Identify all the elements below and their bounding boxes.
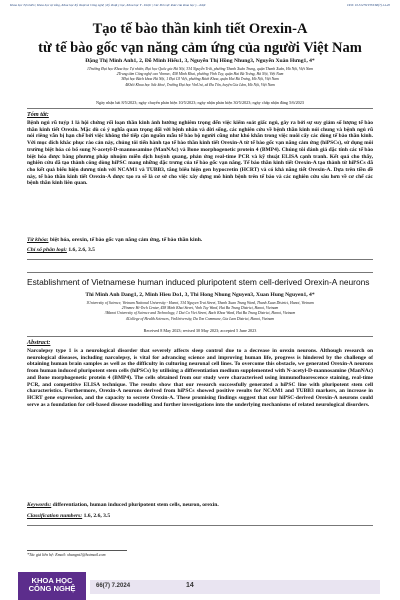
divider [27, 525, 373, 526]
page-number: 14 [186, 582, 194, 589]
english-title: Establishment of Vietnamese human induced pluripotent stem cell-derived Orexin-A neurons [27, 277, 370, 287]
english-classification-value: 1.6, 2.6, 3.5 [83, 513, 111, 519]
divider [27, 272, 373, 273]
divider [27, 259, 373, 260]
vietnamese-title [20, 20, 380, 58]
vietnamese-keywords-label: Từ khóa: [27, 237, 49, 243]
vietnamese-received-dates: Ngày nhận bài 8/5/2023; ngày chuyển phản biện 10/5/2023; ngày nhận phản biện 30/5/2023; ngày chấp nhận đăng 5/6/2023 [96, 100, 304, 105]
running-header-fields: Khoa học Tự nhiên | Khoa học sự sống, Khoa học Kỹ thuật và Công nghệ | Kỹ thuật y học, Khoa học Y - Dược | Các lĩnh vực khác của khoa học y - dược [10, 3, 206, 7]
vietnamese-abstract: Bệnh ngủ rũ tuýp 1 là hội chứng rối loạn thần kinh ảnh hưởng nghiêm trọng đến việc kiểm soát giấc ngủ, gây ra bởi sự suy giảm số lượng tế bào thần kinh tiết Orexin. Mặc dù có ý nghĩa quan trọng đối với bệnh nhân và đời sống, các nghiên cứu về bệnh thần kinh nói chung và bệnh ngủ rũ nói riêng vẫn bị hạn chế bởi việc không thể tiếp cận nguồn mẫu tế bào bộ người cũng như khó khăn trong việc nuôi cấy các dòng tế bào thần kinh. Với mục đích khắc phục rào cản này, chúng tôi tiến hành tạo tế bào thần kinh tiết Orexin-A từ tế bào gốc vạn năng cảm ứng (hiPSCs), sử dụng môi trường biệt hóa có bổ sung N-acetyl-D-mannosamine (ManNAc) và Bone morphogenetic protein 4 (BMP4). Chúng tôi đánh giá đặc tính các tế bào biệt hóa được bằng phương pháp nhuộm miễn dịch huỳnh quang, phản ứng real-time PCR và kỹ thuật ELISA cạnh tranh. Kết quả cho thấy, nghiên cứu đã tạo thành công dòng hiPSC mang những đặc trưng của tế bào gốc vạn năng. Tế bào thần kinh tiết Orexin-A tạo thành từ hiPSCs đã cho kết quả biểu hiện dương tính với NCAM1 và TUBB3, tăng biểu hiện gen hypocretin (HCRT) và có khả năng tiết Orexin-A. Dựa trên tiền đề này, tế bào thần kinh tiết Orexin-A được tạo ra sẽ là cơ sở cho việc xây dựng mô hình bệnh trên tế bào và các nghiên cứu sâu hơn về cơ chế các bệnh thần kinh liên quan. [27, 120, 373, 187]
english-keywords-label: Keywords: [27, 502, 52, 508]
divider [27, 336, 373, 337]
doi-link[interactable]: DOI: 10.31276/VJST.66(7).14-20 [347, 3, 390, 7]
vietnamese-authors: Đặng Thị Minh Anh1, 2, Đỗ Minh Hiếu1, 3, Nguyễn Thị Hồng Nhung3, Nguyễn Xuân Hưng1, 4* [85, 58, 315, 64]
footer-bar [90, 580, 380, 594]
affiliation-1: 1University of Science, Vietnam National University - Hanoi, 334 Nguyen Trai Street, Thanh Xuan Trung Ward, Thanh Xuan District, Hanoi, Vietnam [86, 301, 314, 305]
affiliation-3: 3Hanoi University of Science and Technology, 1 Dai Co Viet Street, Bach Khoa Ward, Hai Ba Trung District, Hanoi, Vietnam [104, 311, 296, 316]
issue-label: 66(7) 7.2024 [96, 583, 131, 589]
english-classification-label: Classification numbers: [27, 513, 83, 519]
english-classification [27, 513, 373, 520]
english-affiliations [20, 301, 380, 322]
vietnamese-classification [27, 247, 373, 254]
affiliation-1: 1Trường Đại học Khoa học Tự nhiên, Đại học Quốc gia Hà Nội, 334 Nguyễn Trãi, phường Thanh Xuân Trung, quận Thanh Xuân, Hà Nội, Việt Nam [87, 67, 313, 71]
logo-line-1: KHOA HỌC [31, 576, 73, 585]
english-title-box [27, 275, 373, 289]
affiliation-2: 2Trung tâm Công nghệ cao Vinmec, 458 Minh Khai, phường Vĩnh Tuy, quận Hai Bà Trưng, Hà Nội, Việt Nam [116, 72, 284, 77]
divider [27, 108, 373, 109]
vietnamese-affiliations [20, 67, 380, 88]
running-header [10, 3, 390, 11]
vietnamese-keywords-value: biệt hóa, orexin, tế bào gốc vạn năng cảm ứng, tế bào thần kinh. [49, 237, 203, 243]
affiliation-4: 4College of Health Sciences, VinUniversity, Da Ton Commune, Gia Lam District, Hanoi, Vietnam [125, 316, 275, 321]
journal-logo [18, 572, 86, 600]
page-footer [0, 568, 400, 600]
vietnamese-classification-label: Chỉ số phân loại: [27, 247, 67, 253]
english-received-dates: Received 8 May 2023; revised 30 May 2023; accepted 5 June 2023 [143, 328, 257, 333]
logo-line-2: CÔNG NGHỆ [28, 584, 76, 593]
vietnamese-keywords [27, 237, 373, 244]
english-authors: Thi Minh Anh Dang1, 2, Minh Hieu Do1, 3, Thi Hong Nhung Nguyen3, Xuan Hung Nguyen1, 4* [85, 292, 315, 298]
affiliation-3: 3Đại học Bách khoa Hà Nội, 1 Đại Cồ Việt, phường Bách Khoa, quận Hai Bà Trưng, Hà Nội, Việt Nam [121, 77, 279, 82]
english-keywords-value: differentiation, human induced pluripotent stem cells, neuron, orexin. [52, 502, 219, 508]
vietnamese-title-line-2: từ tế bào gốc vạn năng cảm ứng của người Việt Nam [38, 40, 362, 56]
vietnamese-title-line-1: Tạo tế bào thần kinh tiết Orexin-A [92, 21, 308, 37]
vietnamese-abstract-label: Tóm tắt: [27, 111, 49, 118]
affiliation-4: 4Khối Khoa học Sức khoẻ, Trường Đại học VinUni, xã Đa Tốn, huyện Gia Lâm, Hà Nội, Việt Nam [125, 82, 275, 87]
english-abstract-label: Abstract: [27, 339, 51, 346]
vietnamese-classification-value: 1.6, 2.6, 3.5 [68, 247, 95, 253]
footnote-divider [27, 550, 127, 551]
affiliation-2: 2Vinmec Hi-Tech Center, 458 Minh Khai Street, Vinh Tuy Ward, Hai Ba Trung District, Hanoi, Vietnam [121, 306, 279, 311]
english-keywords [27, 502, 373, 509]
english-abstract: Narcolepsy type 1 is a neurological disorder that severely affects sleep control due to a decrease in orexin neurons. Although research on neurological diseases, including narcolepsy, is vital for advancing science and improving human life, progress is hindered by the challenge of obtaining human brain samples as well as the difficulty in culturing neuronal cell lines. To overcome this obstacle, we generated Orexin-A neurons from human induced pluripotent stem cells (hiPSCs) by utilising a differentiation medium supplemented with N-acetyl-D-mannosamine (ManNAc) and Bone morphogenetic protein 4 (BMP4). The cells obtained from our study were characterised using immunofluorescence staining, real-time PCR, and competitive ELISA technique. The results show that our research successfully generated a hiPSC line with pluripotent stem cell characteristics. Furthermore, Orexin-A neurons derived from hiPSCs showed positive results for NCAM1 and TUBB3 markers, an increase in HCRT gene expression, and the capacity to secrete Orexin-A. These promising findings suggest that our hiPSC-derived Orexin-A neurons could serve as a foundation for cell-based disease modelling and further investigations into the underlying mechanisms of related neurological disorders. [27, 348, 373, 408]
corresponding-author-note: *Tác giả liên hệ: Email: xhungnt1@hotmail.com [27, 552, 106, 557]
